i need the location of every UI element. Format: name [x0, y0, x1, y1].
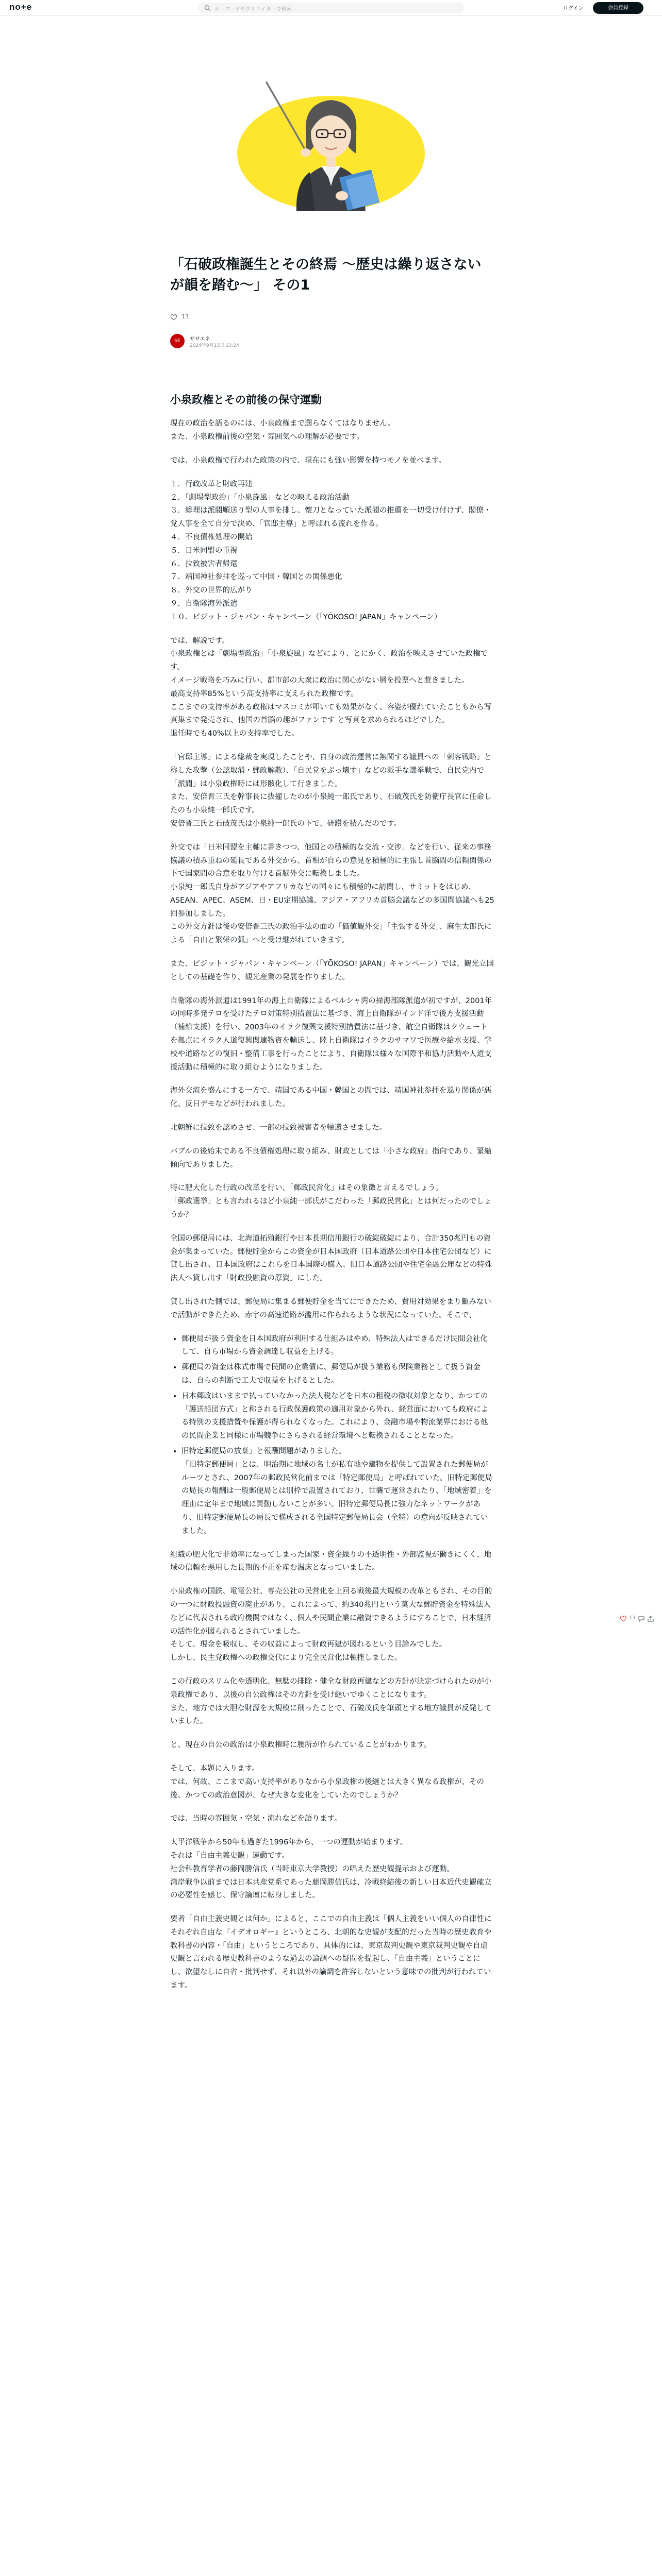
list-item: • 日本郵政はいままで払っていなかった法人税などを日本の租税の徴収対象となり、かつての「護送船団方式」と称される行政保護政策の適用対象から外れ、経営面においても政府による特別の支援措置や保護が得られなくなった。これにより、金融市場や物流業界における他の民間企業と同様に市場競争にさらされる経営環境へと転換されることとなった。 — [181, 1390, 495, 1443]
search-box[interactable] — [198, 3, 464, 13]
login-link[interactable]: ログイン — [563, 6, 584, 11]
list-item: • 郵便局の資金は株式市場で民間の企業債に、郵便局が扱う業務も保険業務として扱う資金は、自らの判断で工夫で収益を上げるとした。 — [181, 1361, 495, 1388]
bullet-list — [170, 1333, 495, 1538]
paragraph-3: では、解説です。 小泉政権とは「劇場型政治」「小泉旋風」などにより、とにかく、政治を映えさせていた政権です。 イメージ戦略を巧みに行い、都市部の大衆に政治に関心がない層を投票へと惹きました。 最高支持率85%という高支持率に支えられた政権です。 ここまでの支持率がある政権はマスコミが叩いても効果がなく、容姿が優れていたこともから写真集まで発売され、他国の首脳の趣がファンです と写真を求められるほどでした。 退任時でも40%以上の支持率でした。 — [170, 636, 492, 738]
paragraph-2: では、小泉政権で行われた政策の内で、現在にも強い影響を持つモノを並べます。 — [170, 456, 446, 465]
like-count: 13 — [181, 313, 189, 320]
article-body — [170, 393, 495, 2003]
paragraph-18: そして、本題に入ります。 では、何故、ここまで高い支持率がありなから小泉政権の後継とは大きく異なる政権が、その後、かつての政治意図が、なぜ大きな変化をしていたのでしょうか？ — [170, 1764, 484, 1800]
paragraph-4: 「官邸主導」による総裁を実現したことや、自身の政治運営に無関する議員への「刺客戦略」と称した攻撃（公認取消・郵政解散）、「自民党をぶっ壊す」などの派手な選挙戦で、自民党内で「派閥」は小泉政権時には形骸化して行きました。 また、安倍晋三氏を幹事長に抜擢したのが小泉純一郎氏であり、石破茂氏を防衛庁長官に任命したのも小泉純一郎氏です。 安倍晋三氏と石破茂氏は小泉純一郎氏の下で、研鑽を積んだのです。 — [170, 753, 492, 828]
heart-icon[interactable] — [170, 314, 177, 320]
paragraph-17: と、現在の自公の政治は小泉政権時に腰所が作られていることがわかります。 — [170, 1741, 432, 1750]
paragraph-12: 全国の郵便局には、北海道拓殖銀行や日本長期信用銀行の破綻破綻により、合計350兆円もの資金が集まっていた。郵便貯金からこの資金が日本国政府（日本道路公団や日本住宅公団など）に貸し出され、日本国政府はこれらを日本国際の購入、旧日本道路公団や住宅金融公庫などの特殊法人へ貸し出す「財政投融資の原資」にした。 — [170, 1234, 492, 1283]
signup-button[interactable]: 会員登録 — [593, 2, 643, 14]
paragraph-8: 海外交流を盛んにする一方で、靖国である中国・韓国との間では、靖国神社参拝を巡り関係が悪化、反日デモなどが行われました。 — [170, 1087, 492, 1109]
paragraph-19: では、当時の雰囲気・空気・流れなどを語ります。 — [170, 1815, 342, 1823]
paragraph-13: 貸し出された側では、郵便局に集まる郵便貯金を当てにできたため、費用対効果をまり顧みないで活動ができたため、赤字の高速道路が濫用に作られるような状況になっていた。そこで、 — [170, 1298, 491, 1319]
heart-icon[interactable] — [620, 1615, 627, 1622]
paragraph-9: 北朝鮮に拉致を認めさせ、一部の拉致被害者を帰還させました。 — [170, 1124, 387, 1132]
floating-action-bar — [618, 1614, 655, 1625]
paragraph-5: 外交では「日米同盟を主軸に書きつつ、他国との積極的な交流・交渉」などを行い、従来の事務協議の積み重ねの延長である外交から、首相が自らの意見を積極的に主張し首脳間の信頼関係の下で国家間の合意を取り付ける首脳外交に転換しました。 小泉純一郎氏自身がアジアやアフリカなどの国々にも積極的に訪問し、サミットをはじめ、ASEAN、APEC、ASEM、日・EU定期協議、アジア・アフリカ首脳会議などの多国間協議へも25回参加しました。 この外交方針は後の安倍晋三氏の政治手法の面の「価値観外交」「主張する外交」、麻生太郎氏による「自由と繁栄の弧」へと受け継がれていきます。 — [170, 843, 494, 945]
article-title: 「石破政権誕生とその終焉 〜歴史は繰り返さないが韻を踏む〜」 その1 — [170, 257, 482, 293]
search-icon — [204, 5, 211, 11]
list-item: • 旧特定郵便局の放棄」と報酬問題がありました。 「旧特定郵便局」とは、明治期に地域の名士が私有地や建物を提供して設置された郵便局がルーツとされ、2007年の郵政民営化前までは「特定郵便局」と呼ばれていた。旧特定郵便局の局長の報酬は一般郵便局とは別枠で設置されており、世襲で運営されたり、「地域密着」を理由に定年まで地域に異動しないことが多い。旧特定郵便局長に強力なネットワークがあり、旧特定郵便局長の局長で構成される全国特定郵便局長会（全特）の意向が反映されていました。 — [181, 1445, 495, 1538]
author-name[interactable]: ササエネ — [190, 336, 210, 342]
paragraph-7: 自衛隊の海外派遣は1991年の海上自衛隊によるペルシャ湾の掃海部隊派遣が初ですが、2001年の同時多発テロを受けたテロ対策特別措置法に基づき、海上自衛隊がインド洋で後方支援活動（補給支援）を行い、2003年のイラク復興支援特別措置法に基づき、航空自衛隊はクウェートを拠点にイラク人道復興関連物資を輸送し、陸上自衛隊はイラクのサマワで医療や給水支援、学校や道路などの復旧・整備工事を行ったことにより、自衛隊は様々な国際平和協力活動や人道支援活動に積極的に取り組むようになりました。 — [170, 996, 492, 1072]
share-icon[interactable] — [648, 1616, 654, 1622]
like-count: 13 — [629, 1615, 636, 1621]
list-item: • 郵便局が扱う資金を日本国政府が利用する仕組みはやめ、特殊法人はできるだけ民間会社化して、自ら市場から資金調達し収益を上げる。 — [181, 1333, 495, 1360]
paragraph-6: また、ビジット・ジャパン・キャンペーン（「YŌKOSO! JAPAN」キャンペーン）では、観光立国としての基礎を作り、観光産業の発展を作りました。 — [170, 960, 494, 981]
paragraph-15: 小泉政権の国鉄、電電公社、専売公社の民営化を上回る戦後最大規模の改革ともされ、その目的の一つに財政投融資の廃止があり、これによって、約340兆円という莫大な郵貯資金を特殊法人などに代表される政府機関ではなく、個人や民間企業に融資できるようにすることで、日本経済の活性化が図られるとされていました。 そして、現金を吸収し、その収益によって財政再建が図れるという目論みでした。 しかし、民主党政権への政権交代により完全民営化は頓挫しました。 — [170, 1587, 492, 1663]
paragraph-10: バブルの後始末である不良債権処理に取り組み、財政としては「小さな政府」指向であり、緊縮傾向でありました。 — [170, 1147, 492, 1169]
comment-icon[interactable] — [638, 1616, 644, 1622]
search-placeholder: キーワードやクリエイターで検索 — [214, 7, 292, 12]
like-row — [170, 313, 189, 320]
paragraph-20: 太平洋戦争から50年も過ぎた1996年から、一つの運動が始まります。 それは「自由主義史観」運動です。 社会科教育学者の藤岡勝信氏（当時東京大学教授）の唱えた歴史観提示および運動。 湾岸戦争以前までは日本共産党系であった藤岡勝信氏は、冷戦終結後の新しい日本近代史観確立の必要性を感じ、保守論壇に転身しました。 — [170, 1838, 492, 1900]
note-logo[interactable]: no+e — [9, 2, 32, 12]
paragraph-1: 現在の政治を語るのには、小泉政権まで遡らなくてはなりません。 また、小泉政権前後の空気・雰囲気への理解が必要です。 — [170, 419, 395, 442]
hero-illustration — [219, 76, 443, 213]
paragraph-14: 組織の肥大化で非効率になってしまった国家・資金繰りの不透明性・外部監視が働きにくく、地域の信頼を悪用した長期的不正を産む温床となっていました。 — [170, 1550, 492, 1572]
site-header — [0, 0, 662, 16]
paragraph-11: 特に肥大化した行政の改革を行い、「郵政民営化」はその象徴と言えるでしょう。 「郵政選挙」とも言われるほど小泉純一郎氏がこだわった「郵政民営化」とは何だったのでしょうか？ — [170, 1184, 492, 1219]
policy-list: １．行政改革と財政再建 ２．「劇場型政治」「小泉旋風」などの映える政治活動 ３．総理は派閥順送り型の人事を排し、懐刀となっていた派閥の推薦を一切受け付けず、閣僚・党人事を全て自分で決め、「官邸主導」と呼ばれる流れを作る。 ４．不良債権処理の開始 ５．日米同盟の重視 ６．拉致被害者帰還 ７．靖国神社参拝を巡って中国・韓国との関係悪化 ８．外交の世界的広がり ９．自衛隊海外派遣 １０．ビジット・ジャパン・キャンペーン（「YŌKOSO! JAPAN」キャンペーン） — [170, 480, 491, 621]
section-heading: 小泉政権とその前後の保守運動 — [170, 394, 322, 406]
paragraph-16: この行政のスリム化や透明化、無駄の排除・健全な財政再建などの方針が決定づけられたのが小泉政権であり、以後の自公政権はその方針を受け継いでゆくことになります。 また、地方では大胆な財源を大規模に削ったことで、石破茂氏を筆頭とする地方議員が反発していました。 — [170, 1677, 492, 1726]
paragraph-21: 要者「自由主義史観とは何か」によると、ここでの自由主義は「個人主義をいい個人の自律性にそれぞれ自由な『イデオロギー』というところ、北朝的な史観が支配的だった当時の歴史教育や教科書の内容・「自由」というところであり、具体的には、東京裁判史観や東京裁判史観や自虐史観と言われる歴史教科書のような過去の論調への疑問を提起し、「自由主義」ということにし、欲望なしに自省・批判せず、それ以外の論調を許容しないという意味での批判が行われています。 — [170, 1915, 492, 1990]
publish-date: 2024年9月13日 13:24 — [190, 343, 239, 348]
avatar[interactable]: SE — [170, 334, 185, 348]
